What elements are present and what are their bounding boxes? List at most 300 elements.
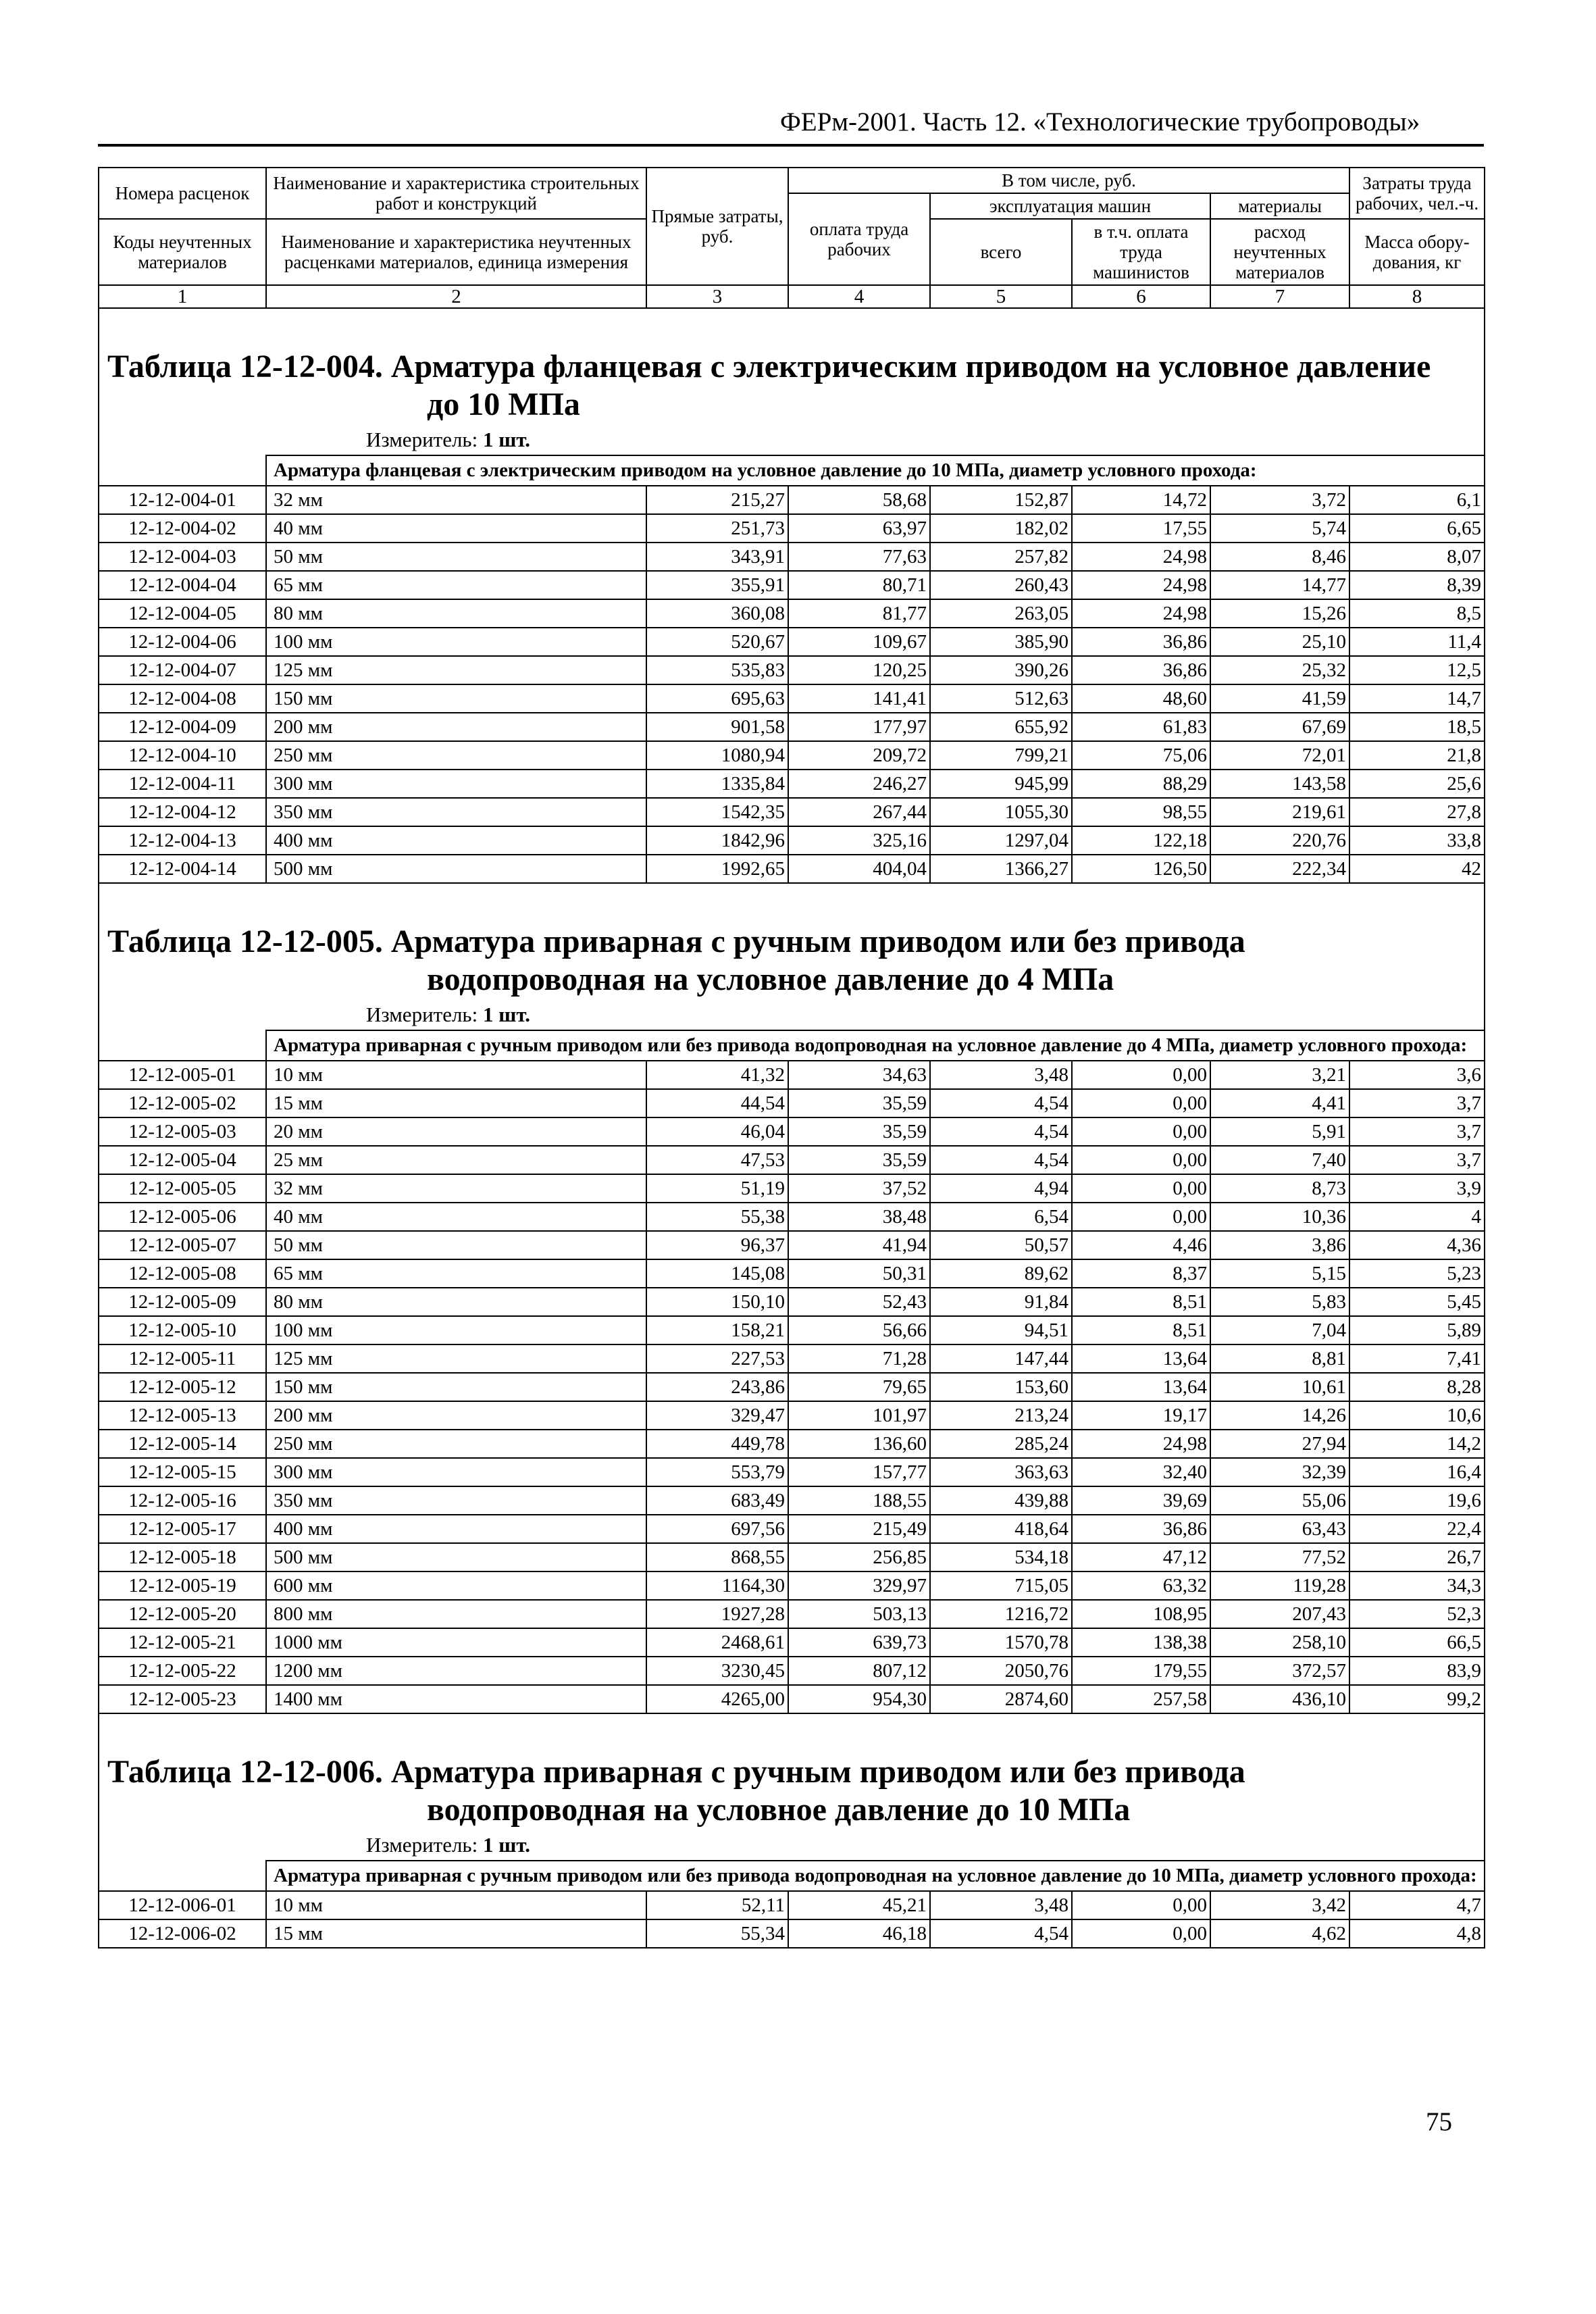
material-costs: 67,69 — [1210, 713, 1349, 741]
worker-pay: 267,44 — [788, 798, 930, 826]
machines-total: 1055,30 — [930, 798, 1072, 826]
labor-hours: 5,45 — [1349, 1288, 1485, 1316]
worker-pay: 35,59 — [788, 1117, 930, 1146]
worker-pay: 141,41 — [788, 684, 930, 713]
rate-code: 12-12-004-07 — [99, 656, 266, 684]
labor-hours: 3,6 — [1349, 1061, 1485, 1089]
operator-pay: 8,51 — [1072, 1316, 1210, 1344]
table-row — [99, 1430, 1485, 1458]
material-costs: 8,81 — [1210, 1344, 1349, 1373]
rate-code: 12-12-005-07 — [99, 1231, 266, 1259]
table-row — [99, 1117, 1485, 1146]
machines-total: 4,54 — [930, 1919, 1072, 1948]
direct-costs: 150,10 — [646, 1288, 788, 1316]
table-title-line-1: Таблица 12-12-005. Арматура приварная с ручным приводом или без привода — [107, 924, 1245, 959]
machines-total: 182,02 — [930, 514, 1072, 543]
worker-pay: 329,97 — [788, 1571, 930, 1600]
labor-hours: 16,4 — [1349, 1458, 1485, 1486]
rate-code: 12-12-004-01 — [99, 486, 266, 514]
worker-pay: 209,72 — [788, 741, 930, 770]
table-row — [99, 1571, 1485, 1600]
table-row — [99, 599, 1485, 628]
item-diameter: 80 мм — [266, 599, 646, 628]
worker-pay: 35,59 — [788, 1146, 930, 1174]
direct-costs: 4265,00 — [646, 1685, 788, 1713]
labor-hours: 8,07 — [1349, 543, 1485, 571]
item-diameter: 300 мм — [266, 770, 646, 798]
machines-total: 91,84 — [930, 1288, 1072, 1316]
labor-hours: 83,9 — [1349, 1657, 1485, 1685]
rate-code: 12-12-005-17 — [99, 1515, 266, 1543]
worker-pay: 37,52 — [788, 1174, 930, 1203]
table-row — [99, 1401, 1485, 1430]
machines-total: 655,92 — [930, 713, 1072, 741]
operator-pay: 36,86 — [1072, 1515, 1210, 1543]
item-diameter: 10 мм — [266, 1061, 646, 1089]
column-number: 3 — [646, 285, 788, 308]
worker-pay: 38,48 — [788, 1203, 930, 1231]
operator-pay: 24,98 — [1072, 599, 1210, 628]
rate-code: 12-12-005-02 — [99, 1089, 266, 1117]
machines-total: 94,51 — [930, 1316, 1072, 1344]
direct-costs: 96,37 — [646, 1231, 788, 1259]
rate-code: 12-12-006-01 — [99, 1891, 266, 1919]
worker-pay: 45,21 — [788, 1891, 930, 1919]
worker-pay: 246,27 — [788, 770, 930, 798]
column-number: 1 — [99, 285, 266, 308]
material-costs: 5,91 — [1210, 1117, 1349, 1146]
table-row — [99, 713, 1485, 741]
operator-pay: 0,00 — [1072, 1117, 1210, 1146]
col-header-codes-top: Номера расценок — [99, 168, 266, 219]
rate-code: 12-12-005-20 — [99, 1600, 266, 1628]
machines-total: 1366,27 — [930, 855, 1072, 883]
item-diameter: 400 мм — [266, 826, 646, 855]
meter — [99, 1000, 1485, 1030]
material-costs: 5,74 — [1210, 514, 1349, 543]
col-header-including: В том числе, руб. — [788, 168, 1349, 193]
machines-total: 50,57 — [930, 1231, 1072, 1259]
table-row — [99, 1486, 1485, 1515]
labor-hours: 14,7 — [1349, 684, 1485, 713]
table-title-row — [99, 883, 1485, 1000]
group-heading-row — [99, 1861, 1485, 1891]
column-number-row — [99, 285, 1485, 308]
direct-costs: 1842,96 — [646, 826, 788, 855]
material-costs: 14,77 — [1210, 571, 1349, 599]
worker-pay: 404,04 — [788, 855, 930, 883]
operator-pay: 108,95 — [1072, 1600, 1210, 1628]
operator-pay: 36,86 — [1072, 656, 1210, 684]
page-number: 75 — [1426, 2107, 1452, 2136]
machines-total: 512,63 — [930, 684, 1072, 713]
labor-hours: 6,65 — [1349, 514, 1485, 543]
col-header-equipment-mass: Масса обору-дования, кг — [1349, 219, 1485, 285]
item-diameter: 125 мм — [266, 1344, 646, 1373]
material-costs: 10,61 — [1210, 1373, 1349, 1401]
item-diameter: 400 мм — [266, 1515, 646, 1543]
table-row — [99, 1344, 1485, 1373]
machines-total: 2874,60 — [930, 1685, 1072, 1713]
rate-code: 12-12-004-09 — [99, 713, 266, 741]
worker-pay: 954,30 — [788, 1685, 930, 1713]
machines-total: 4,94 — [930, 1174, 1072, 1203]
rate-code: 12-12-005-09 — [99, 1288, 266, 1316]
machines-total: 263,05 — [930, 599, 1072, 628]
material-costs: 14,26 — [1210, 1401, 1349, 1430]
item-diameter: 500 мм — [266, 855, 646, 883]
operator-pay: 19,17 — [1072, 1401, 1210, 1430]
labor-hours: 4,7 — [1349, 1891, 1485, 1919]
labor-hours: 26,7 — [1349, 1543, 1485, 1571]
machines-total: 2050,76 — [930, 1657, 1072, 1685]
item-diameter: 65 мм — [266, 571, 646, 599]
item-diameter: 15 мм — [266, 1089, 646, 1117]
rate-code: 12-12-005-19 — [99, 1571, 266, 1600]
material-costs: 220,76 — [1210, 826, 1349, 855]
material-costs: 219,61 — [1210, 798, 1349, 826]
machines-total: 3,48 — [930, 1061, 1072, 1089]
header-row-1 — [99, 168, 1485, 193]
direct-costs: 1080,94 — [646, 741, 788, 770]
material-costs: 63,43 — [1210, 1515, 1349, 1543]
group-blank-cell — [99, 1030, 266, 1061]
operator-pay: 0,00 — [1072, 1203, 1210, 1231]
meter — [99, 1830, 1485, 1861]
operator-pay: 0,00 — [1072, 1061, 1210, 1089]
column-number: 5 — [930, 285, 1072, 308]
rate-code: 12-12-004-05 — [99, 599, 266, 628]
table-title-line-2: водопроводная на условное давление до 4 МПа — [427, 961, 1114, 997]
direct-costs: 449,78 — [646, 1430, 788, 1458]
operator-pay: 32,40 — [1072, 1458, 1210, 1486]
direct-costs: 51,19 — [646, 1174, 788, 1203]
rate-code: 12-12-005-14 — [99, 1430, 266, 1458]
item-diameter: 20 мм — [266, 1117, 646, 1146]
direct-costs: 329,47 — [646, 1401, 788, 1430]
item-diameter: 40 мм — [266, 1203, 646, 1231]
worker-pay: 639,73 — [788, 1628, 930, 1657]
rate-code: 12-12-005-13 — [99, 1401, 266, 1430]
table-row — [99, 1089, 1485, 1117]
rate-code: 12-12-005-11 — [99, 1344, 266, 1373]
machines-total: 1570,78 — [930, 1628, 1072, 1657]
rate-code: 12-12-004-12 — [99, 798, 266, 826]
rate-code: 12-12-004-02 — [99, 514, 266, 543]
labor-hours: 19,6 — [1349, 1486, 1485, 1515]
direct-costs: 1335,84 — [646, 770, 788, 798]
direct-costs: 44,54 — [646, 1089, 788, 1117]
material-costs: 15,26 — [1210, 599, 1349, 628]
operator-pay: 0,00 — [1072, 1089, 1210, 1117]
rate-code: 12-12-005-15 — [99, 1458, 266, 1486]
meter-value: 1 шт. — [482, 428, 531, 451]
operator-pay: 24,98 — [1072, 543, 1210, 571]
worker-pay: 46,18 — [788, 1919, 930, 1948]
material-costs: 27,94 — [1210, 1430, 1349, 1458]
worker-pay: 188,55 — [788, 1486, 930, 1515]
table-row — [99, 1657, 1485, 1685]
item-diameter: 250 мм — [266, 741, 646, 770]
labor-hours: 34,3 — [1349, 1571, 1485, 1600]
table-title-line-1: Таблица 12-12-006. Арматура приварная с ручным приводом или без привода — [107, 1754, 1245, 1790]
worker-pay: 120,25 — [788, 656, 930, 684]
labor-hours: 6,1 — [1349, 486, 1485, 514]
meter-row — [99, 1000, 1485, 1030]
direct-costs: 1164,30 — [646, 1571, 788, 1600]
table-title — [99, 883, 1485, 1000]
item-diameter: 350 мм — [266, 798, 646, 826]
direct-costs: 1542,35 — [646, 798, 788, 826]
meter-label: Измеритель: — [366, 428, 478, 451]
machines-total: 3,48 — [930, 1891, 1072, 1919]
table-row — [99, 1316, 1485, 1344]
rate-table-section — [99, 1713, 1485, 1948]
worker-pay: 807,12 — [788, 1657, 930, 1685]
col-header-material-consumption: расход неучтенных материалов — [1210, 219, 1349, 285]
table-row — [99, 770, 1485, 798]
group-blank-cell — [99, 455, 266, 486]
machines-total: 153,60 — [930, 1373, 1072, 1401]
labor-hours: 27,8 — [1349, 798, 1485, 826]
rate-code: 12-12-005-21 — [99, 1628, 266, 1657]
labor-hours: 21,8 — [1349, 741, 1485, 770]
group-heading-row — [99, 1030, 1485, 1061]
machines-total: 89,62 — [930, 1259, 1072, 1288]
table-row — [99, 571, 1485, 599]
rate-code: 12-12-005-05 — [99, 1174, 266, 1203]
worker-pay: 109,67 — [788, 628, 930, 656]
direct-costs: 343,91 — [646, 543, 788, 571]
material-costs: 119,28 — [1210, 1571, 1349, 1600]
rate-code: 12-12-005-03 — [99, 1117, 266, 1146]
operator-pay: 0,00 — [1072, 1146, 1210, 1174]
labor-hours: 4 — [1349, 1203, 1485, 1231]
material-costs: 5,83 — [1210, 1288, 1349, 1316]
machines-total: 213,24 — [930, 1401, 1072, 1430]
operator-pay: 13,64 — [1072, 1344, 1210, 1373]
rate-code: 12-12-005-23 — [99, 1685, 266, 1713]
machines-total: 945,99 — [930, 770, 1072, 798]
direct-costs: 697,56 — [646, 1515, 788, 1543]
meter-value: 1 шт. — [482, 1003, 531, 1026]
worker-pay: 80,71 — [788, 571, 930, 599]
worker-pay: 56,66 — [788, 1316, 930, 1344]
material-costs: 10,36 — [1210, 1203, 1349, 1231]
table-row — [99, 1628, 1485, 1657]
material-costs: 7,40 — [1210, 1146, 1349, 1174]
item-diameter: 350 мм — [266, 1486, 646, 1515]
table-title-line-1: Таблица 12-12-004. Арматура фланцевая с электрическим приводом на условное давление — [107, 349, 1431, 384]
item-diameter: 500 мм — [266, 1543, 646, 1571]
labor-hours: 8,39 — [1349, 571, 1485, 599]
col-header-materials: материалы — [1210, 193, 1349, 219]
operator-pay: 47,12 — [1072, 1543, 1210, 1571]
column-number: 6 — [1072, 285, 1210, 308]
table-row — [99, 1543, 1485, 1571]
table-row — [99, 656, 1485, 684]
table-row — [99, 1515, 1485, 1543]
operator-pay: 75,06 — [1072, 741, 1210, 770]
col-header-material-names: Наименование и характеристика неучтенных расценками материалов, единица измерения — [266, 219, 646, 285]
col-header-operator-pay: в т.ч. оплата труда машинистов — [1072, 219, 1210, 285]
operator-pay: 0,00 — [1072, 1919, 1210, 1948]
item-diameter: 1200 мм — [266, 1657, 646, 1685]
group-blank-cell — [99, 1861, 266, 1891]
worker-pay: 177,97 — [788, 713, 930, 741]
item-diameter: 150 мм — [266, 1373, 646, 1401]
operator-pay: 0,00 — [1072, 1174, 1210, 1203]
material-costs: 4,41 — [1210, 1089, 1349, 1117]
col-header-machines: эксплуатация машин — [930, 193, 1210, 219]
item-diameter: 32 мм — [266, 1174, 646, 1203]
machines-total: 152,87 — [930, 486, 1072, 514]
material-costs: 3,72 — [1210, 486, 1349, 514]
meter-label: Измеритель: — [366, 1833, 478, 1857]
item-diameter: 50 мм — [266, 543, 646, 571]
table-row — [99, 798, 1485, 826]
machines-total: 799,21 — [930, 741, 1072, 770]
direct-costs: 145,08 — [646, 1259, 788, 1288]
machines-total: 534,18 — [930, 1543, 1072, 1571]
worker-pay: 63,97 — [788, 514, 930, 543]
worker-pay: 215,49 — [788, 1515, 930, 1543]
header-rule — [98, 144, 1484, 147]
operator-pay: 39,69 — [1072, 1486, 1210, 1515]
direct-costs: 47,53 — [646, 1146, 788, 1174]
direct-costs: 251,73 — [646, 514, 788, 543]
material-costs: 25,32 — [1210, 656, 1349, 684]
worker-pay: 50,31 — [788, 1259, 930, 1288]
table-row — [99, 628, 1485, 656]
rate-table-section — [99, 883, 1485, 1713]
labor-hours: 42 — [1349, 855, 1485, 883]
group-heading: Арматура приварная с ручным приводом или без привода водопроводная на условное давление до 10 МПа, диаметр условного прохода: — [266, 1861, 1485, 1891]
table-row — [99, 1600, 1485, 1628]
table-row — [99, 1685, 1485, 1713]
direct-costs: 901,58 — [646, 713, 788, 741]
operator-pay: 0,00 — [1072, 1891, 1210, 1919]
worker-pay: 52,43 — [788, 1288, 930, 1316]
rate-code: 12-12-004-10 — [99, 741, 266, 770]
operator-pay: 63,32 — [1072, 1571, 1210, 1600]
labor-hours: 12,5 — [1349, 656, 1485, 684]
direct-costs: 158,21 — [646, 1316, 788, 1344]
material-costs: 7,04 — [1210, 1316, 1349, 1344]
table-row — [99, 684, 1485, 713]
labor-hours: 4,8 — [1349, 1919, 1485, 1948]
material-costs: 258,10 — [1210, 1628, 1349, 1657]
col-header-worker-pay: оплата труда рабочих — [788, 193, 930, 285]
rate-code: 12-12-005-18 — [99, 1543, 266, 1571]
rate-table-section — [99, 308, 1485, 883]
labor-hours: 3,7 — [1349, 1117, 1485, 1146]
operator-pay: 126,50 — [1072, 855, 1210, 883]
material-costs: 55,06 — [1210, 1486, 1349, 1515]
table-row — [99, 1203, 1485, 1231]
labor-hours: 99,2 — [1349, 1685, 1485, 1713]
worker-pay: 81,77 — [788, 599, 930, 628]
operator-pay: 8,37 — [1072, 1259, 1210, 1288]
material-costs: 4,62 — [1210, 1919, 1349, 1948]
rate-code: 12-12-005-04 — [99, 1146, 266, 1174]
machines-total: 1297,04 — [930, 826, 1072, 855]
table-title-line-2: до 10 МПа — [427, 386, 580, 422]
machines-total: 285,24 — [930, 1430, 1072, 1458]
material-costs: 222,34 — [1210, 855, 1349, 883]
worker-pay: 101,97 — [788, 1401, 930, 1430]
rate-code: 12-12-006-02 — [99, 1919, 266, 1948]
table-row — [99, 1231, 1485, 1259]
direct-costs: 695,63 — [646, 684, 788, 713]
col-header-name-top: Наименование и характеристика строительных работ и конструкций — [266, 168, 646, 219]
labor-hours: 5,23 — [1349, 1259, 1485, 1288]
table-row — [99, 741, 1485, 770]
group-heading: Арматура приварная с ручным приводом или без привода водопроводная на условное давление до 4 МПа, диаметр условного прохода: — [266, 1030, 1485, 1061]
machines-total: 257,82 — [930, 543, 1072, 571]
worker-pay: 256,85 — [788, 1543, 930, 1571]
material-costs: 32,39 — [1210, 1458, 1349, 1486]
machines-total: 1216,72 — [930, 1600, 1072, 1628]
document-header: ФЕРм-2001. Часть 12. «Технологические трубопроводы» — [780, 107, 1420, 136]
item-diameter: 200 мм — [266, 713, 646, 741]
table-row — [99, 826, 1485, 855]
item-diameter: 1400 мм — [266, 1685, 646, 1713]
meter-row — [99, 425, 1485, 455]
table-row — [99, 1061, 1485, 1089]
direct-costs: 41,32 — [646, 1061, 788, 1089]
col-header-labor-hours: Затраты труда рабочих, чел.-ч. — [1349, 168, 1485, 219]
direct-costs: 215,27 — [646, 486, 788, 514]
rate-code: 12-12-005-06 — [99, 1203, 266, 1231]
labor-hours: 22,4 — [1349, 1515, 1485, 1543]
table-row — [99, 1288, 1485, 1316]
worker-pay: 136,60 — [788, 1430, 930, 1458]
meter-row — [99, 1830, 1485, 1861]
rate-code: 12-12-004-06 — [99, 628, 266, 656]
machines-total: 390,26 — [930, 656, 1072, 684]
table-title-line-2: водопроводная на условное давление до 10 МПа — [427, 1792, 1131, 1828]
table-title — [99, 308, 1485, 425]
direct-costs: 227,53 — [646, 1344, 788, 1373]
material-costs: 372,57 — [1210, 1657, 1349, 1685]
meter — [99, 425, 1485, 455]
table-row — [99, 514, 1485, 543]
machines-total: 439,88 — [930, 1486, 1072, 1515]
table-row — [99, 1174, 1485, 1203]
item-diameter: 600 мм — [266, 1571, 646, 1600]
item-diameter: 50 мм — [266, 1231, 646, 1259]
worker-pay: 503,13 — [788, 1600, 930, 1628]
direct-costs: 2468,61 — [646, 1628, 788, 1657]
operator-pay: 138,38 — [1072, 1628, 1210, 1657]
labor-hours: 8,28 — [1349, 1373, 1485, 1401]
operator-pay: 14,72 — [1072, 486, 1210, 514]
item-diameter: 150 мм — [266, 684, 646, 713]
machines-total: 4,54 — [930, 1146, 1072, 1174]
rate-code: 12-12-005-16 — [99, 1486, 266, 1515]
item-diameter: 15 мм — [266, 1919, 646, 1948]
labor-hours: 3,9 — [1349, 1174, 1485, 1203]
worker-pay: 71,28 — [788, 1344, 930, 1373]
rate-code: 12-12-004-08 — [99, 684, 266, 713]
direct-costs: 55,38 — [646, 1203, 788, 1231]
machines-total: 6,54 — [930, 1203, 1072, 1231]
direct-costs: 553,79 — [646, 1458, 788, 1486]
rate-code: 12-12-005-12 — [99, 1373, 266, 1401]
machines-total: 418,64 — [930, 1515, 1072, 1543]
direct-costs: 243,86 — [646, 1373, 788, 1401]
